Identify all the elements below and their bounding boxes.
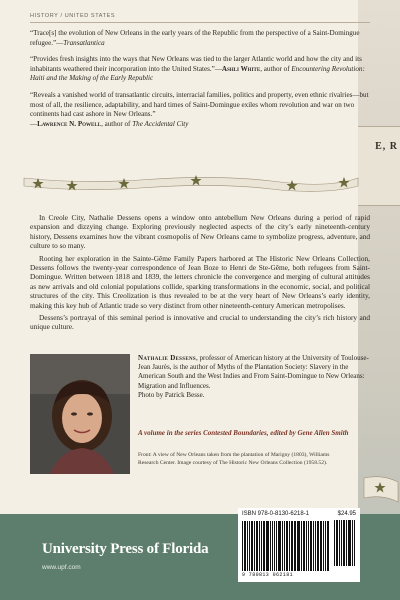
barcode-bar	[249, 521, 250, 571]
barcode-bar	[284, 521, 285, 571]
description-paragraph: Dessens’s portrayal of this seminal period is innovative and crucial to understanding the city’s rich history and unique culture.	[30, 313, 370, 332]
barcode-bar	[348, 520, 351, 566]
barcode-bar	[303, 521, 305, 571]
barcode-bar	[315, 521, 316, 571]
barcode-bar	[294, 521, 295, 571]
category-label: HISTORY / UNITED STATES	[30, 13, 116, 19]
publisher-url[interactable]: www.upf.com	[42, 564, 81, 571]
barcode-bar	[317, 521, 320, 571]
author-name: Nathalie Dessens	[138, 354, 196, 362]
barcode-bar	[354, 520, 355, 566]
photo-credit: Photo by Patrick Besse.	[138, 390, 205, 399]
banner-text: E, R	[375, 141, 398, 152]
barcode-bar	[274, 521, 276, 571]
barcode-bar	[289, 521, 290, 571]
barcode-bar	[325, 521, 326, 571]
barcode-bar	[261, 521, 262, 571]
blurb-text: “Trace[s] the evolution of New Orleans in the early years of the Republic from the perspective of a Saint-Domingue refugee.”—	[30, 29, 360, 47]
description-paragraph: In Creole City, Nathalie Dessens opens a window onto antebellum New Orleans during a period of rapid expansion and dizzying change. Exploring previously neglected aspects of the city’s early nineteenth-century history, Dessens examines how the vibrant cosmopolis of New Orleans came to symbolize progress, adventure, and culture to so many.	[30, 213, 370, 251]
author-portrait-image	[30, 354, 130, 474]
barcode-bar	[343, 520, 345, 566]
blurb-source-name: Ashli White	[221, 64, 261, 73]
barcode-bar	[256, 521, 258, 571]
blurb-3	[30, 91, 370, 129]
blurb-source-name: Lawrence N. Powell	[37, 119, 102, 128]
barcode-bar	[323, 521, 324, 571]
barcode	[238, 508, 360, 582]
barcode-bar	[327, 521, 329, 571]
isbn: ISBN 978-0-8130-6218-1	[242, 511, 310, 517]
barcode-bar	[295, 521, 296, 571]
painting-banner	[358, 126, 400, 206]
ribbon-end-decoration	[362, 472, 400, 512]
price: $24.95	[337, 511, 356, 517]
barcode-bar	[251, 521, 254, 571]
barcode-bar	[297, 521, 300, 571]
blurbs	[30, 29, 370, 136]
author-photo	[30, 354, 130, 474]
barcode-bar	[301, 521, 302, 571]
star-ribbon	[20, 170, 360, 198]
barcode-bar	[336, 520, 338, 566]
barcode-bar	[263, 521, 265, 571]
author-bio	[138, 354, 370, 400]
barcode-bar	[310, 521, 312, 571]
barcode-bar	[272, 521, 273, 571]
barcode-bar	[278, 521, 281, 571]
blurb-source-suffix: , author of	[101, 119, 133, 128]
description-paragraph: Rooting her exploration in the Sainte-Gême Family Papers harbored at The Historic New Orleans Collection, Dessens follows the twenty-year correspondence of Jean Boze to Henri de Ste-Gême, both refugees from Saint-Domingue. Written between 1818 and 1839, the letters chronicle the convergence and merging of cultural attitudes as new arrivals and old colonial populations collide, sparking transformations in the economic, social, and political structures of the city. This Creolization is thus revealed to be at the very heart of New Orleans’s early identity, making this key hub of Atlantic trade so very distinct from other nineteenth-century American metropolises.	[30, 253, 370, 310]
barcode-bar	[286, 521, 288, 571]
blurb-text: “Reveals a vanished world of transatlantic circuits, interracial families, politics and property, even ethnic rivalries—but most of all, the resilience, adaptability, and hard times of Saint-Domingue exiles whom revolution and war on two continents had cast ashore in New Orleans.”	[30, 90, 369, 119]
series-note: A volume in the series Contested Boundaries, edited by Gene Allen Smith	[138, 429, 349, 437]
barcode-bar	[276, 521, 277, 571]
barcode-bar	[346, 520, 347, 566]
barcode-bar	[270, 521, 271, 571]
barcode-bar	[242, 521, 243, 571]
blurb-source: Transatlantica	[63, 38, 105, 47]
cover-credit: Front: A view of New Orleans taken from the plantation of Marigny (1803), Williams Research Center. Image courtesy of The Historic New Orleans Collection (1958.52).	[138, 452, 330, 466]
barcode-bar	[282, 521, 283, 571]
blurb-source-work: Encountering Revolution: Haiti and the Making of the Early Republic	[30, 64, 365, 83]
barcode-bar	[266, 521, 269, 571]
barcode-bars	[242, 521, 330, 571]
barcode-addon-bars	[334, 520, 356, 566]
barcode-bar	[244, 521, 246, 571]
blurb-1	[30, 29, 370, 48]
barcode-bar	[259, 521, 260, 571]
blurb-dash: —	[30, 119, 38, 128]
barcode-bar	[352, 520, 353, 566]
blurb-text: “Provides fresh insights into the ways that New Orleans was tied to the larger Atlantic world and how the city and its inhabitants weathered their incorporation into the United States.”—	[30, 55, 362, 73]
barcode-bar	[341, 520, 342, 566]
barcode-bar	[339, 520, 340, 566]
barcode-bar	[313, 521, 314, 571]
author-bio-text: , professor of American history at the University of Toulouse-Jean Jaurès, is the author of Myths of the Plantation Society: Slavery in the American South and the West Indies and From Saint-Domingue to New Orleans: Migration and Influences.	[138, 354, 369, 390]
barcode-bar	[291, 521, 293, 571]
blurb-source-suffix: , author of	[260, 64, 292, 73]
divider	[30, 22, 370, 23]
barcode-digits: 9 780813 062181	[242, 572, 294, 578]
blurb-2	[30, 55, 370, 84]
description	[30, 213, 370, 335]
barcode-bar	[247, 521, 248, 571]
blurb-source-work: The Accidental City	[132, 119, 189, 128]
barcode-bar	[308, 521, 309, 571]
barcode-bar	[320, 521, 322, 571]
publisher-name: University Press of Florida	[42, 541, 209, 557]
barcode-bar	[254, 521, 255, 571]
barcode-bar	[306, 521, 307, 571]
barcode-bar	[334, 520, 335, 566]
